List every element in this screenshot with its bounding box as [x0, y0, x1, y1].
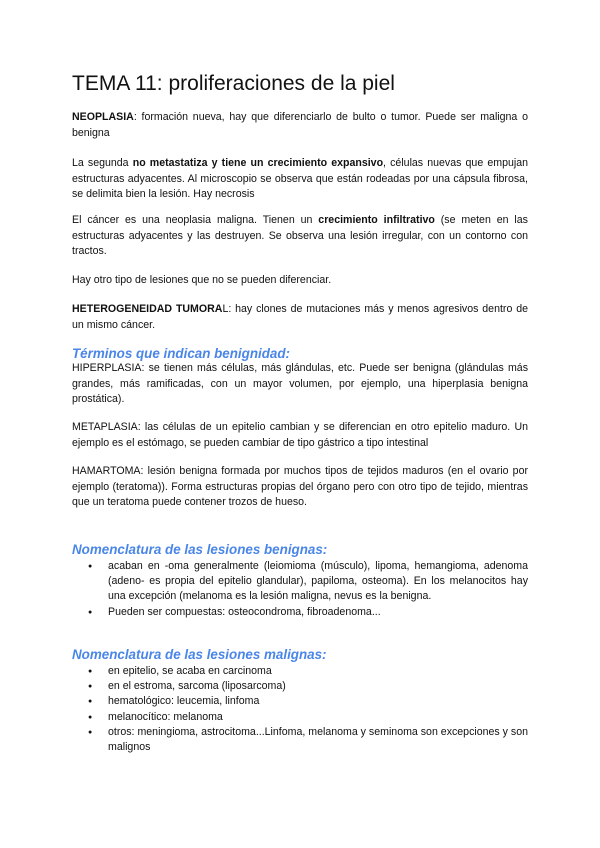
cancer-lead: El cáncer es una neoplasia maligna. Tienen un [72, 214, 319, 226]
list-item: ● melanocítico: melanoma [72, 710, 528, 725]
list-item: ● en epitelio, se acaba en carcinoma [72, 664, 528, 679]
benign-terms-heading: Términos que indican benignidad: [72, 346, 290, 361]
hiperplasia-paragraph: HIPERPLASIA: se tienen más células, más glándulas, etc. Puede ser benigna (glándulas más grandes, más ramificadas, con un mayor volumen, por ejemplo, una hiperplasia benigna prostática). [72, 362, 528, 405]
malignant-nomenclature-heading: Nomenclatura de las lesiones malignas: [72, 647, 327, 662]
neoplasia-text: : formación nueva, hay que diferenciarlo de bulto o tumor. Puede ser maligna o benigna [72, 111, 528, 139]
cancer-rest: (se meten en las estructuras adyacentes y las destruyen. Se observa una lesión irregular, con un contorno con tractos. [72, 214, 528, 257]
other-lesions-paragraph: Hay otro tipo de lesiones que no se pueden diferenciar. [72, 274, 332, 286]
cancer-bold: crecimiento infiltrativo [318, 214, 435, 226]
neoplasia-paragraph [72, 110, 528, 141]
heterogeneity-paragraph [72, 302, 528, 333]
benign-nomenclature-list [72, 559, 528, 620]
list-item: ● acaban en -oma generalmente (leiomioma (músculo), lipoma, hemangioma, adenoma (adeno- es propia del epitelio glandular), papiloma, osteoma). En los melanocitos hay una excepción (melanoma es la lesión maligna, nevus es la benigna. [72, 559, 528, 605]
benign-growth-rest: , células nuevas que empujan estructuras adyacentes. Al microscopio se observa que están rodeadas por una cápsula fibrosa, se delimita bien la lesión. Hay necrosis [72, 157, 528, 200]
list-item: ● hematológico: leucemia, linfoma [72, 694, 528, 709]
list-item: ● en el estroma, sarcoma (liposarcoma) [72, 679, 528, 694]
heterogeneity-term: HETEROGENEIDAD TUMORA [72, 303, 223, 315]
hamartoma-paragraph: HAMARTOMA: lesión benigna formada por muchos tipos de tejidos maduros (en el ovario por ejemplo (teratoma)). Forma estructuras propias del órgano pero con otro tipo de tejido, mientras que un teratoma puede contener trozos de hueso. [72, 465, 528, 508]
benign-growth-bold: no metastatiza y tiene un crecimiento expansivo [132, 157, 384, 169]
neoplasia-term: NEOPLASIA [72, 111, 134, 123]
benign-nomenclature-heading: Nomenclatura de las lesiones benignas: [72, 542, 328, 557]
list-item: ● Pueden ser compuestas: osteocondroma, fibroadenoma... [72, 605, 528, 620]
heterogeneity-text: L: hay clones de mutaciones más y menos agresivos dentro de un mismo cáncer. [72, 303, 528, 331]
list-item: ● otros: meningioma, astrocitoma...Linfoma, melanoma y seminoma son excepciones y son malignos [72, 725, 528, 755]
cancer-paragraph [72, 213, 528, 260]
malignant-nomenclature-list [72, 664, 528, 755]
metaplasia-paragraph: METAPLASIA: las células de un epitelio cambian y se diferencian en otro epitelio maduro. Un ejemplo es el estómago, se pueden cambiar de tipo gástrico a tipo intestinal [72, 421, 528, 449]
benign-growth-paragraph [72, 156, 528, 203]
benign-growth-lead: La segunda [72, 157, 133, 169]
page-title: TEMA 11: proliferaciones de la piel [72, 72, 395, 95]
